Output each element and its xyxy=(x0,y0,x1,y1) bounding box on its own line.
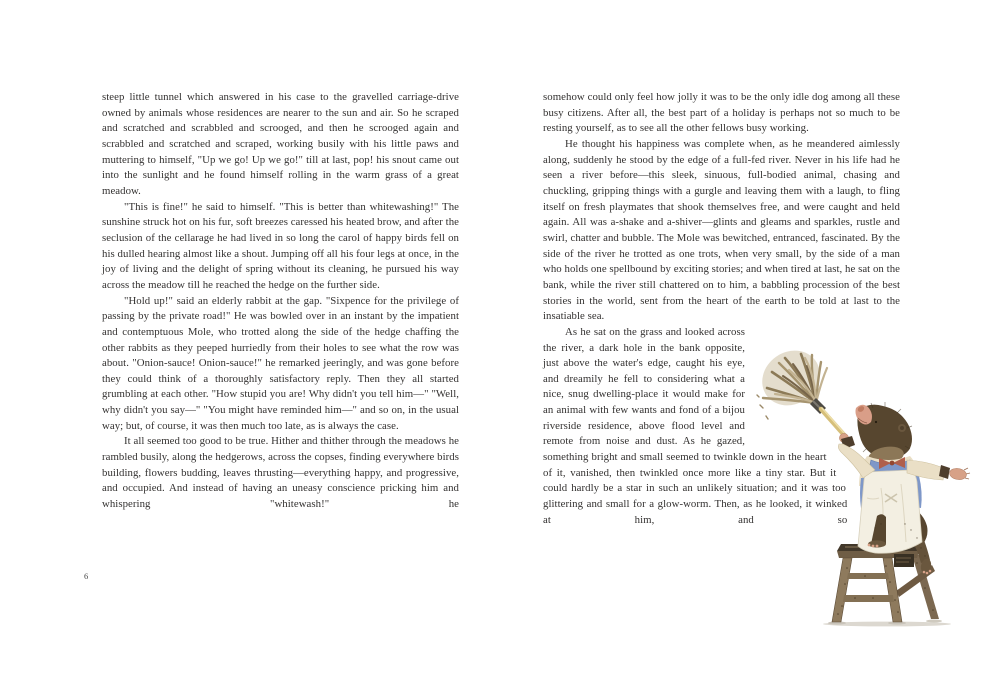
paragraph: somehow could only feel how jolly it was to be the only idle dog among all these busy citizens. After all, the best part of a holiday is perhaps not so much to be resting yourself, as to see all the other fellows busy working. xyxy=(543,91,900,135)
paragraph: "This is fine!" he said to himself. "This is better than whitewashing!" The sunshine struck hot on his fur, soft breezes caressed his heated brow, and after the seclusion of the cellarage he had lived in so long the carol of happy birds fell on his dulled hearing almost like a shout. Jumping off all his four legs at once, in the joy of living and the delight of spring without its cleaning, he pursued his way across the meadow till he reached the hedge on the further side. xyxy=(102,200,459,291)
paragraph: steep little tunnel which answered in his case to the gravelled carriage-drive owned by animals whose residences are nearer to the sun and air. So he scraped and scratched and scrabbled and scrooged, and then he scrooged again and scrabbled and scratched and scraped, working busily with his little paws and muttering to himself, "Up we go! Up we go!" till at last, pop! his snout came out into the sunlight and he found himself rolling in the warm grass of a great meadow. xyxy=(102,91,459,197)
mole-illustration xyxy=(755,348,990,633)
paragraph: As he sat on the grass and looked across the river, a dark hole in the bank opposite, just above the water's edge, caught his eye, and dreamily he fell to considering what a nice, snug dwelling-place it would make for an animal with few wants and fond of a bijou riverside residence, above flood level and remote from noise and dust. As he gazed, something bright and small seemed to twinkle down in the heart of it, vanished, then twinkled once more like a tiny star. But it could hardly be a star in such an unlikely situation; and it was too glittering and small for a glow-worm. Then, as he looked, it winked at him, and so xyxy=(543,325,848,526)
page-number: 6 xyxy=(84,571,89,581)
left-page-text-column xyxy=(102,90,459,513)
paragraph: He thought his happiness was complete when, as he meandered aimlessly along, suddenly he stood by the edge of a full-fed river. Never in his life had he seen a river before—this sleek, sinuous, full-bodied animal, chasing and chuckling, gripping things with a gurgle and leaving them with a laugh, to fling itself on fresh playmates that shook themselves free, and were caught and held again. All was a-shake and a-shiver—glints and gleams and sparkles, rustle and swirl, chatter and bubble. The Mole was bewitched, entranced, fascinated. By the side of the river he trotted as one trots, when very small, by the side of a man who holds one spellbound by exciting stories; and when tired at last, he sat on the bank, while the river still chattered on to him, a babbling procession of the best stories in the world, sent from the heart of the earth to be told at last to the insatiable sea. xyxy=(543,137,900,323)
paragraph: "Hold up!" said an elderly rabbit at the gap. "Sixpence for the privilege of passing by the private road!" He was bowled over in an instant by the impatient and contemptuous Mole, who trotted along the side of the hedge chaffing the other rabbits as they peeped hurriedly from their holes to see what the row was about. "Onion-sauce! Onion-sauce!" he remarked jeeringly, and was gone before they could think of a thoroughly satisfactory reply. Then they all started grumbling at each other. "How stupid you are! Why didn't you tell him—" "Well, why didn't you say—" "You might have reminded him—" and so on, in the usual way; but, of course, it was then much too late, as is always the case. xyxy=(102,294,459,432)
paragraph: It all seemed too good to be true. Hither and thither through the meadows he rambled busily, along the hedgerows, across the copses, finding everywhere birds building, flowers budding, leaves thrusting—everything happy, and progressive, and occupied. And instead of having an uneasy conscience pricking him and whispering "whitewash!" he xyxy=(102,435,459,511)
ground-shadow xyxy=(823,620,951,627)
feather-duster-icon xyxy=(755,348,845,436)
